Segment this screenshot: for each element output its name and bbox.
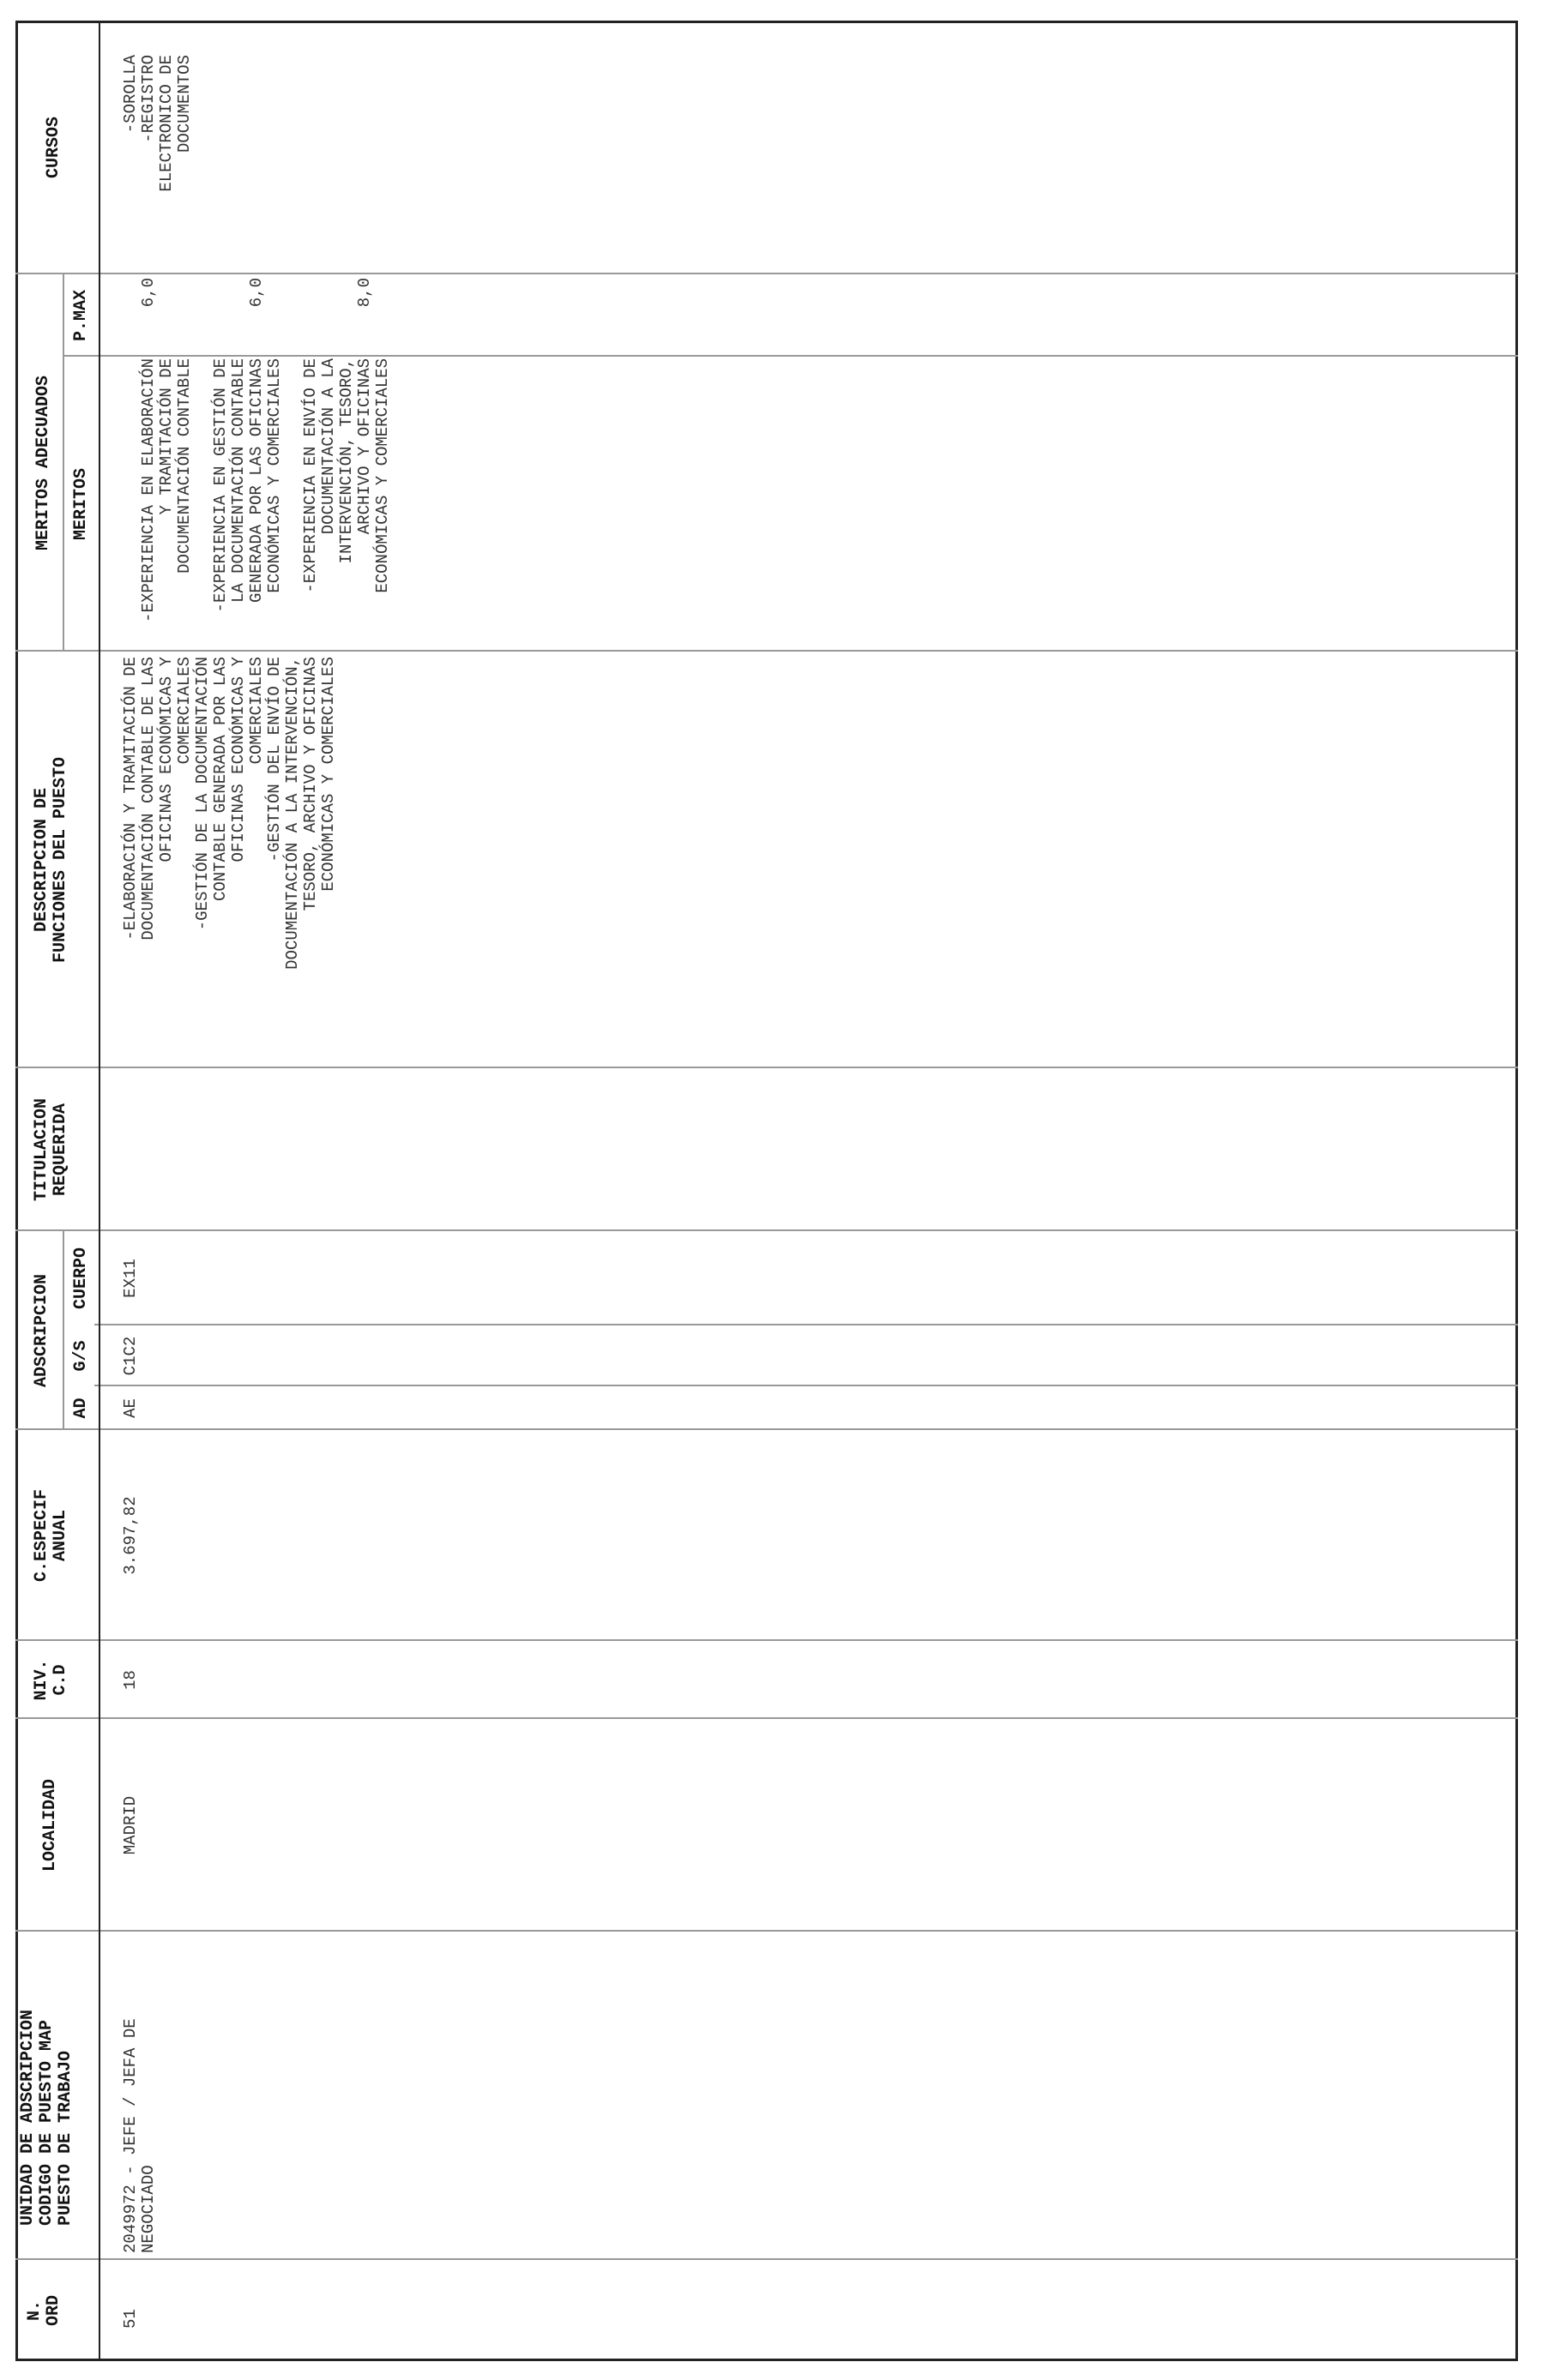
header-meritos-adecuados: MERITOS ADECUADOS	[33, 375, 53, 551]
col-separator	[15, 2258, 1518, 2260]
row-cuerpo: EX11	[121, 1259, 140, 1298]
row-meritos	[122, 358, 410, 648]
col-separator	[15, 1930, 1518, 1932]
col-separator	[15, 273, 1518, 274]
row-cespecif: 3.697,82	[121, 1496, 140, 1575]
col-separator	[15, 1639, 1518, 1641]
merito-1-text: -EXPERIENCIA EN ELABORACIÓN Y TRAMITACIÓN DE DOCUMENTACIÓN CONTABLE	[139, 358, 194, 622]
header-cespecif: C.ESPECIF ANUAL	[32, 1488, 70, 1583]
header-cursos: CURSOS	[44, 117, 63, 179]
row-niv: 18	[121, 1670, 140, 1690]
header-ad: AD	[71, 1397, 91, 1419]
merito-2-text: -EXPERIENCIA EN GESTIÓN DE LA DOCUMENTACIÓN CONTABLE GENERADA POR LAS OFICINAS ECONÓMICAS Y COMERCIALES	[211, 358, 284, 613]
header-pmax: P.MAX	[71, 290, 91, 342]
col-separator	[15, 650, 1518, 652]
row-gs: C1C2	[121, 1336, 140, 1376]
header-titulacion: TITULACION REQUERIDA	[32, 1097, 70, 1202]
header-rule	[99, 21, 100, 2361]
merito-3-pmax: 8,0	[355, 278, 374, 308]
header-unidad: UNIDAD DE ADSCRIPCION CODIGO DE PUESTO MAP PUESTO DE TRABAJO	[18, 2009, 75, 2226]
merito-2-pmax: 6,0	[247, 278, 266, 308]
merito-1-pmax: 6,0	[139, 278, 158, 308]
header-adscripcion: ADSCRIPCION	[32, 1273, 51, 1388]
col-separator	[94, 1385, 1518, 1386]
col-separator	[15, 1717, 1518, 1719]
header-descripcion: DESCRIPCION DE FUNCIONES DEL PUESTO	[32, 756, 70, 964]
header-n-ord: N. ORD	[25, 2295, 63, 2327]
merito-3-text: -EXPERIENCIA EN ENVÍO DE DOCUMENTACIÓN A LA INTERVENCIÓN, TESORO, ARCHIVO Y OFICINAS ECONÓMICAS Y COMERCIALES	[301, 358, 392, 593]
col-separator	[94, 1324, 1518, 1325]
row-n-ord: 51	[121, 2309, 140, 2329]
row-ad: AE	[121, 1398, 140, 1418]
header-meritos: MERITOS	[71, 468, 91, 541]
subheader-rule	[63, 1231, 64, 1430]
header-localidad: LOCALIDAD	[40, 1778, 60, 1872]
header-gs: G/S	[71, 1340, 91, 1372]
row-pmax	[122, 278, 392, 355]
row-unidad: 2049972 - JEFE / JEFA DE NEGOCIADO	[121, 2018, 158, 2253]
col-separator	[63, 355, 1518, 357]
row-descripcion: -ELABORACIÓN Y TRAMITACIÓN DE DOCUMENTACIÓN CONTABLE DE LAS OFICINAS ECONÓMICAS Y COMERCIALES -GESTIÓN DE LA DOCUMENTACIÓN CONTABLE GENERADA POR LAS OFICINAS ECONÓMICAS Y COMERCIALES -GESTIÓN DEL ENVÍO DE DOCUMENTACIÓN A LA INTERVENCIÓN, TESORO, ARCHIVO Y OFICINAS ECONÓMICAS Y COMERCIALES	[121, 657, 338, 970]
col-separator	[15, 1229, 1518, 1231]
row-localidad: MADRID	[121, 1795, 140, 1855]
subheader-rule	[63, 274, 64, 652]
row-cursos: -SOROLLA -REGISTRO ELECTRONICO DE DOCUMENTOS	[121, 55, 194, 192]
header-niv: NIV. C.D	[32, 1659, 70, 1701]
col-separator	[15, 1428, 1518, 1430]
header-cuerpo: CUERPO	[71, 1247, 91, 1310]
